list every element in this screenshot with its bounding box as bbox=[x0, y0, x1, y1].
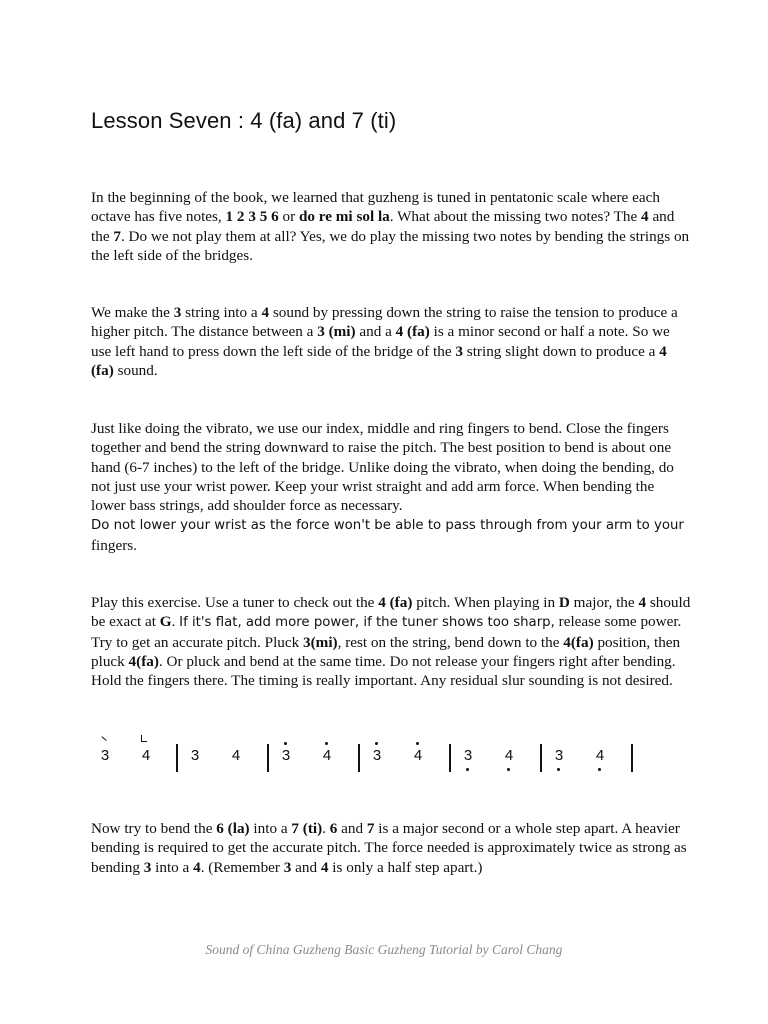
text: and bbox=[337, 820, 367, 837]
text: Now try to bend the bbox=[91, 820, 217, 837]
text: . bbox=[171, 613, 180, 631]
text: should be exact at bbox=[91, 594, 691, 631]
note-digit: 4 bbox=[504, 747, 514, 764]
emphasis: 3 (mi) bbox=[317, 323, 356, 341]
emphasis: 4 (fa) bbox=[378, 594, 413, 611]
text: and bbox=[291, 858, 321, 876]
text: . What about the missing two notes? The bbox=[389, 208, 642, 226]
emphasis: 4 bbox=[320, 858, 329, 876]
paragraph-bending-technique bbox=[91, 419, 691, 555]
note bbox=[592, 748, 608, 764]
emphasis: G bbox=[159, 613, 172, 631]
text: We make the bbox=[91, 304, 174, 321]
note-digit: 4 bbox=[141, 747, 151, 764]
octave-dot-below bbox=[466, 768, 469, 771]
emphasis: 4(fa) bbox=[128, 652, 159, 670]
note-digit: 3 bbox=[190, 747, 200, 764]
barline bbox=[358, 744, 360, 772]
text: is a minor second or half a note. So we use left hand to press down the left side of the bridge of the bbox=[91, 323, 670, 360]
text: In the beginning of the book, we learned that guzheng is tuned in pentatonic scale where each octave has five notes, bbox=[91, 189, 660, 226]
note-digit: 4 bbox=[413, 747, 423, 764]
text: string slight down to produce a bbox=[463, 342, 660, 360]
emphasis: 6 bbox=[329, 820, 338, 837]
bend-mark bbox=[141, 735, 147, 742]
text: . (Remember bbox=[200, 858, 284, 876]
octave-dot-below bbox=[507, 768, 510, 771]
page-footer: Sound of China Guzheng Basic Guzheng Tutorial by Carol Chang bbox=[205, 942, 563, 957]
text-alt-font: If it's flat, add more power, if the tuner shows too sharp, bbox=[179, 615, 555, 631]
text: . bbox=[322, 820, 330, 837]
emphasis: 4(fa) bbox=[563, 633, 594, 651]
text: or bbox=[278, 208, 299, 226]
note-digit: 3 bbox=[554, 747, 564, 764]
paragraph-pentatonic-intro bbox=[91, 188, 691, 265]
emphasis: 4 bbox=[261, 304, 270, 321]
emphasis: 3 bbox=[283, 858, 292, 876]
note-digit: 4 bbox=[231, 747, 241, 764]
emphasis: 3 bbox=[143, 858, 152, 876]
text: is a major second or a whole step apart. A heavier bending is required to get the accurate pitch. The force needed is approximately twice as strong as bending bbox=[91, 820, 687, 876]
emphasis: 3 bbox=[173, 304, 182, 321]
note bbox=[187, 748, 203, 764]
note bbox=[319, 748, 335, 764]
note-digit: 4 bbox=[595, 747, 605, 764]
emphasis: 7 bbox=[366, 820, 375, 837]
text: . Or pluck and bend at the same time. Do not release your fingers right after bending. Hold the fingers there. The timing is really important. Any residual slur sounding is not desired. bbox=[91, 652, 676, 690]
note bbox=[460, 748, 476, 764]
emphasis: 3(mi) bbox=[303, 633, 338, 651]
jianpu-notation bbox=[88, 733, 648, 783]
text: . Do we not play them at all? Yes, we do play the missing two notes by bending the strings on the left side of the bridges. bbox=[91, 227, 690, 264]
text: and the bbox=[91, 208, 675, 245]
text: and a bbox=[355, 323, 396, 341]
text: into a bbox=[151, 858, 194, 876]
note-digit: 3 bbox=[100, 747, 110, 764]
emphasis: 3 bbox=[455, 342, 463, 360]
barline bbox=[449, 744, 451, 772]
emphasis: 7 bbox=[113, 227, 121, 245]
barline bbox=[176, 744, 178, 772]
emphasis: 4 bbox=[638, 594, 647, 611]
octave-dot-below bbox=[598, 768, 601, 771]
text: into a bbox=[249, 820, 292, 837]
note bbox=[97, 748, 113, 764]
text: sound. bbox=[113, 361, 158, 379]
pluck-mark bbox=[101, 736, 106, 741]
emphasis: 7 (ti) bbox=[291, 820, 323, 837]
text-alt-font: Do not lower your wrist as the force won't be able to pass through from your arm to your bbox=[91, 518, 684, 534]
emphasis: 4 (fa) bbox=[91, 342, 667, 379]
paragraph-exercise bbox=[91, 593, 691, 690]
emphasis: D bbox=[558, 594, 570, 611]
emphasis: 1 2 3 5 6 bbox=[225, 208, 279, 226]
barline bbox=[267, 744, 269, 772]
note bbox=[551, 748, 567, 764]
text: sound by pressing down the string to raise the tension to produce a higher pitch. The distance between a bbox=[91, 304, 678, 341]
text: Play this exercise. Use a tuner to check out the bbox=[91, 594, 379, 611]
octave-dot-below bbox=[557, 768, 560, 771]
barline bbox=[631, 744, 633, 772]
note-digit: 3 bbox=[372, 747, 382, 764]
text: is only a half step apart.) bbox=[328, 858, 483, 876]
text: pitch. When playing in bbox=[412, 594, 559, 611]
note bbox=[278, 748, 294, 764]
note-digit: 3 bbox=[281, 747, 291, 764]
emphasis: 4 (fa) bbox=[395, 323, 430, 341]
note bbox=[410, 748, 426, 764]
paragraph-la-to-ti bbox=[91, 819, 691, 877]
barline bbox=[540, 744, 542, 772]
text: major, the bbox=[569, 594, 639, 611]
emphasis: 4 bbox=[641, 208, 649, 226]
note bbox=[228, 748, 244, 764]
note-digit: 3 bbox=[463, 747, 473, 764]
octave-dot-above bbox=[416, 742, 419, 745]
note bbox=[501, 748, 517, 764]
text: Just like doing the vibrato, we use our index, middle and ring fingers to bend. Close the fingers together and bend the string downward to raise the pitch. The best position to bend is about one hand (6-7 inches) to the left of the bridge. Unlike doing the vibrato, when doing the bending, do not just use your wrist power. Keep your wrist straight and add arm force. When bending the lower bass strings, add shoulder force as necessary. bbox=[91, 420, 674, 515]
emphasis: 6 (la) bbox=[216, 820, 250, 837]
emphasis: 4 bbox=[193, 858, 201, 876]
note bbox=[138, 748, 154, 764]
note-digit: 4 bbox=[322, 747, 332, 764]
text: fingers. bbox=[91, 536, 137, 554]
emphasis: do re mi sol la bbox=[298, 208, 390, 226]
lesson-title: Lesson Seven : 4 (fa) and 7 (ti) bbox=[91, 108, 397, 133]
text: release some power. Try to get an accurate pitch. Pluck bbox=[91, 613, 682, 651]
text: , rest on the string, bend down to the bbox=[337, 633, 564, 651]
octave-dot-above bbox=[325, 742, 328, 745]
paragraph-mi-to-fa bbox=[91, 303, 691, 380]
text: position, then pluck bbox=[91, 633, 681, 670]
note bbox=[369, 748, 385, 764]
octave-dot-above bbox=[284, 742, 287, 745]
text: string into a bbox=[181, 304, 262, 321]
octave-dot-above bbox=[375, 742, 378, 745]
